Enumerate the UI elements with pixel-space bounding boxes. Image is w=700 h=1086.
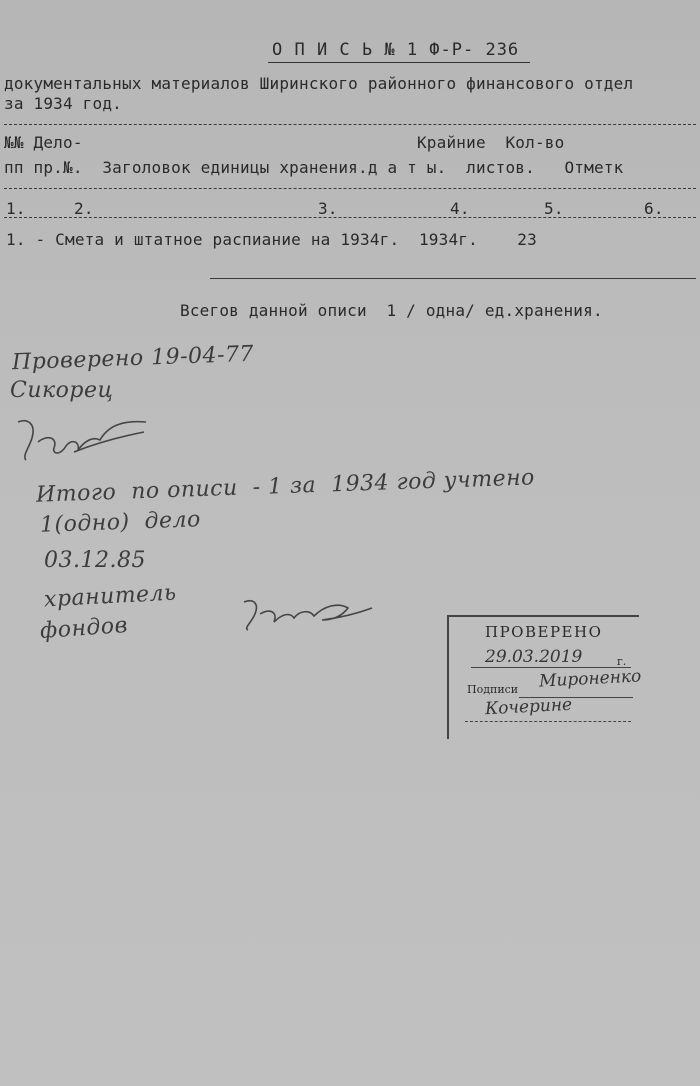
table-header-rule [4,188,696,189]
title-underline [268,62,530,63]
handwritten-total-line-1: Итого по описи - 1 за 1934 год учтено [35,465,536,508]
stamp-signature-2: Кочерине [484,694,573,720]
handwritten-signature-1 [14,412,154,468]
table-top-rule [4,124,696,125]
column-number-1: 1. [6,199,26,218]
handwritten-signature-2 [238,594,378,634]
handwritten-check-name: Сикорец [10,378,114,403]
column-number-2: 2. [74,199,94,218]
column-number-6: 6. [644,199,664,218]
column-numbers-rule [4,217,696,218]
stamp-title: ПРОВЕРЕНО [485,623,603,641]
summary-line: Всегов данной описи 1 / одна/ ед.хранения. [180,301,603,320]
verification-stamp [447,615,642,739]
stamp-signature-1: Мироненко [538,666,642,692]
table-row: 1. - Смета и штатное распиание на 1934г. 1934г. 23 [6,230,537,249]
header-line-1: документальных материалов Ширинского районного финансового отдел [4,74,634,93]
table-bottom-rule [210,278,696,279]
handwritten-keeper-line-2: фондов [39,612,129,645]
handwritten-total-date: 03.12.85 [44,548,146,573]
stamp-year-suffix: г. [617,655,627,668]
header-line-2: за 1934 год. [4,94,122,113]
stamp-bottom-line [465,721,631,722]
handwritten-keeper-line-1: хранитель [43,580,178,613]
handwritten-check-line: Проверено 19-04-77 [11,341,255,376]
stamp-signature-label: Подписи [467,683,519,696]
column-number-5: 5. [544,199,564,218]
table-header-row-1: №№ Дело- Крайние Кол-во [4,133,565,152]
column-number-3: 3. [318,199,338,218]
stamp-date: 29.03.2019 [485,647,583,667]
handwritten-total-line-2: 1(одно) дело [39,507,202,538]
table-header-row-2: пп пр.№. Заголовок единицы хранения.д а т ы. листов. Отметк [4,158,624,177]
document-title: О П И С Ь № 1 Ф-Р- 236 [272,40,520,60]
column-number-4: 4. [450,199,470,218]
